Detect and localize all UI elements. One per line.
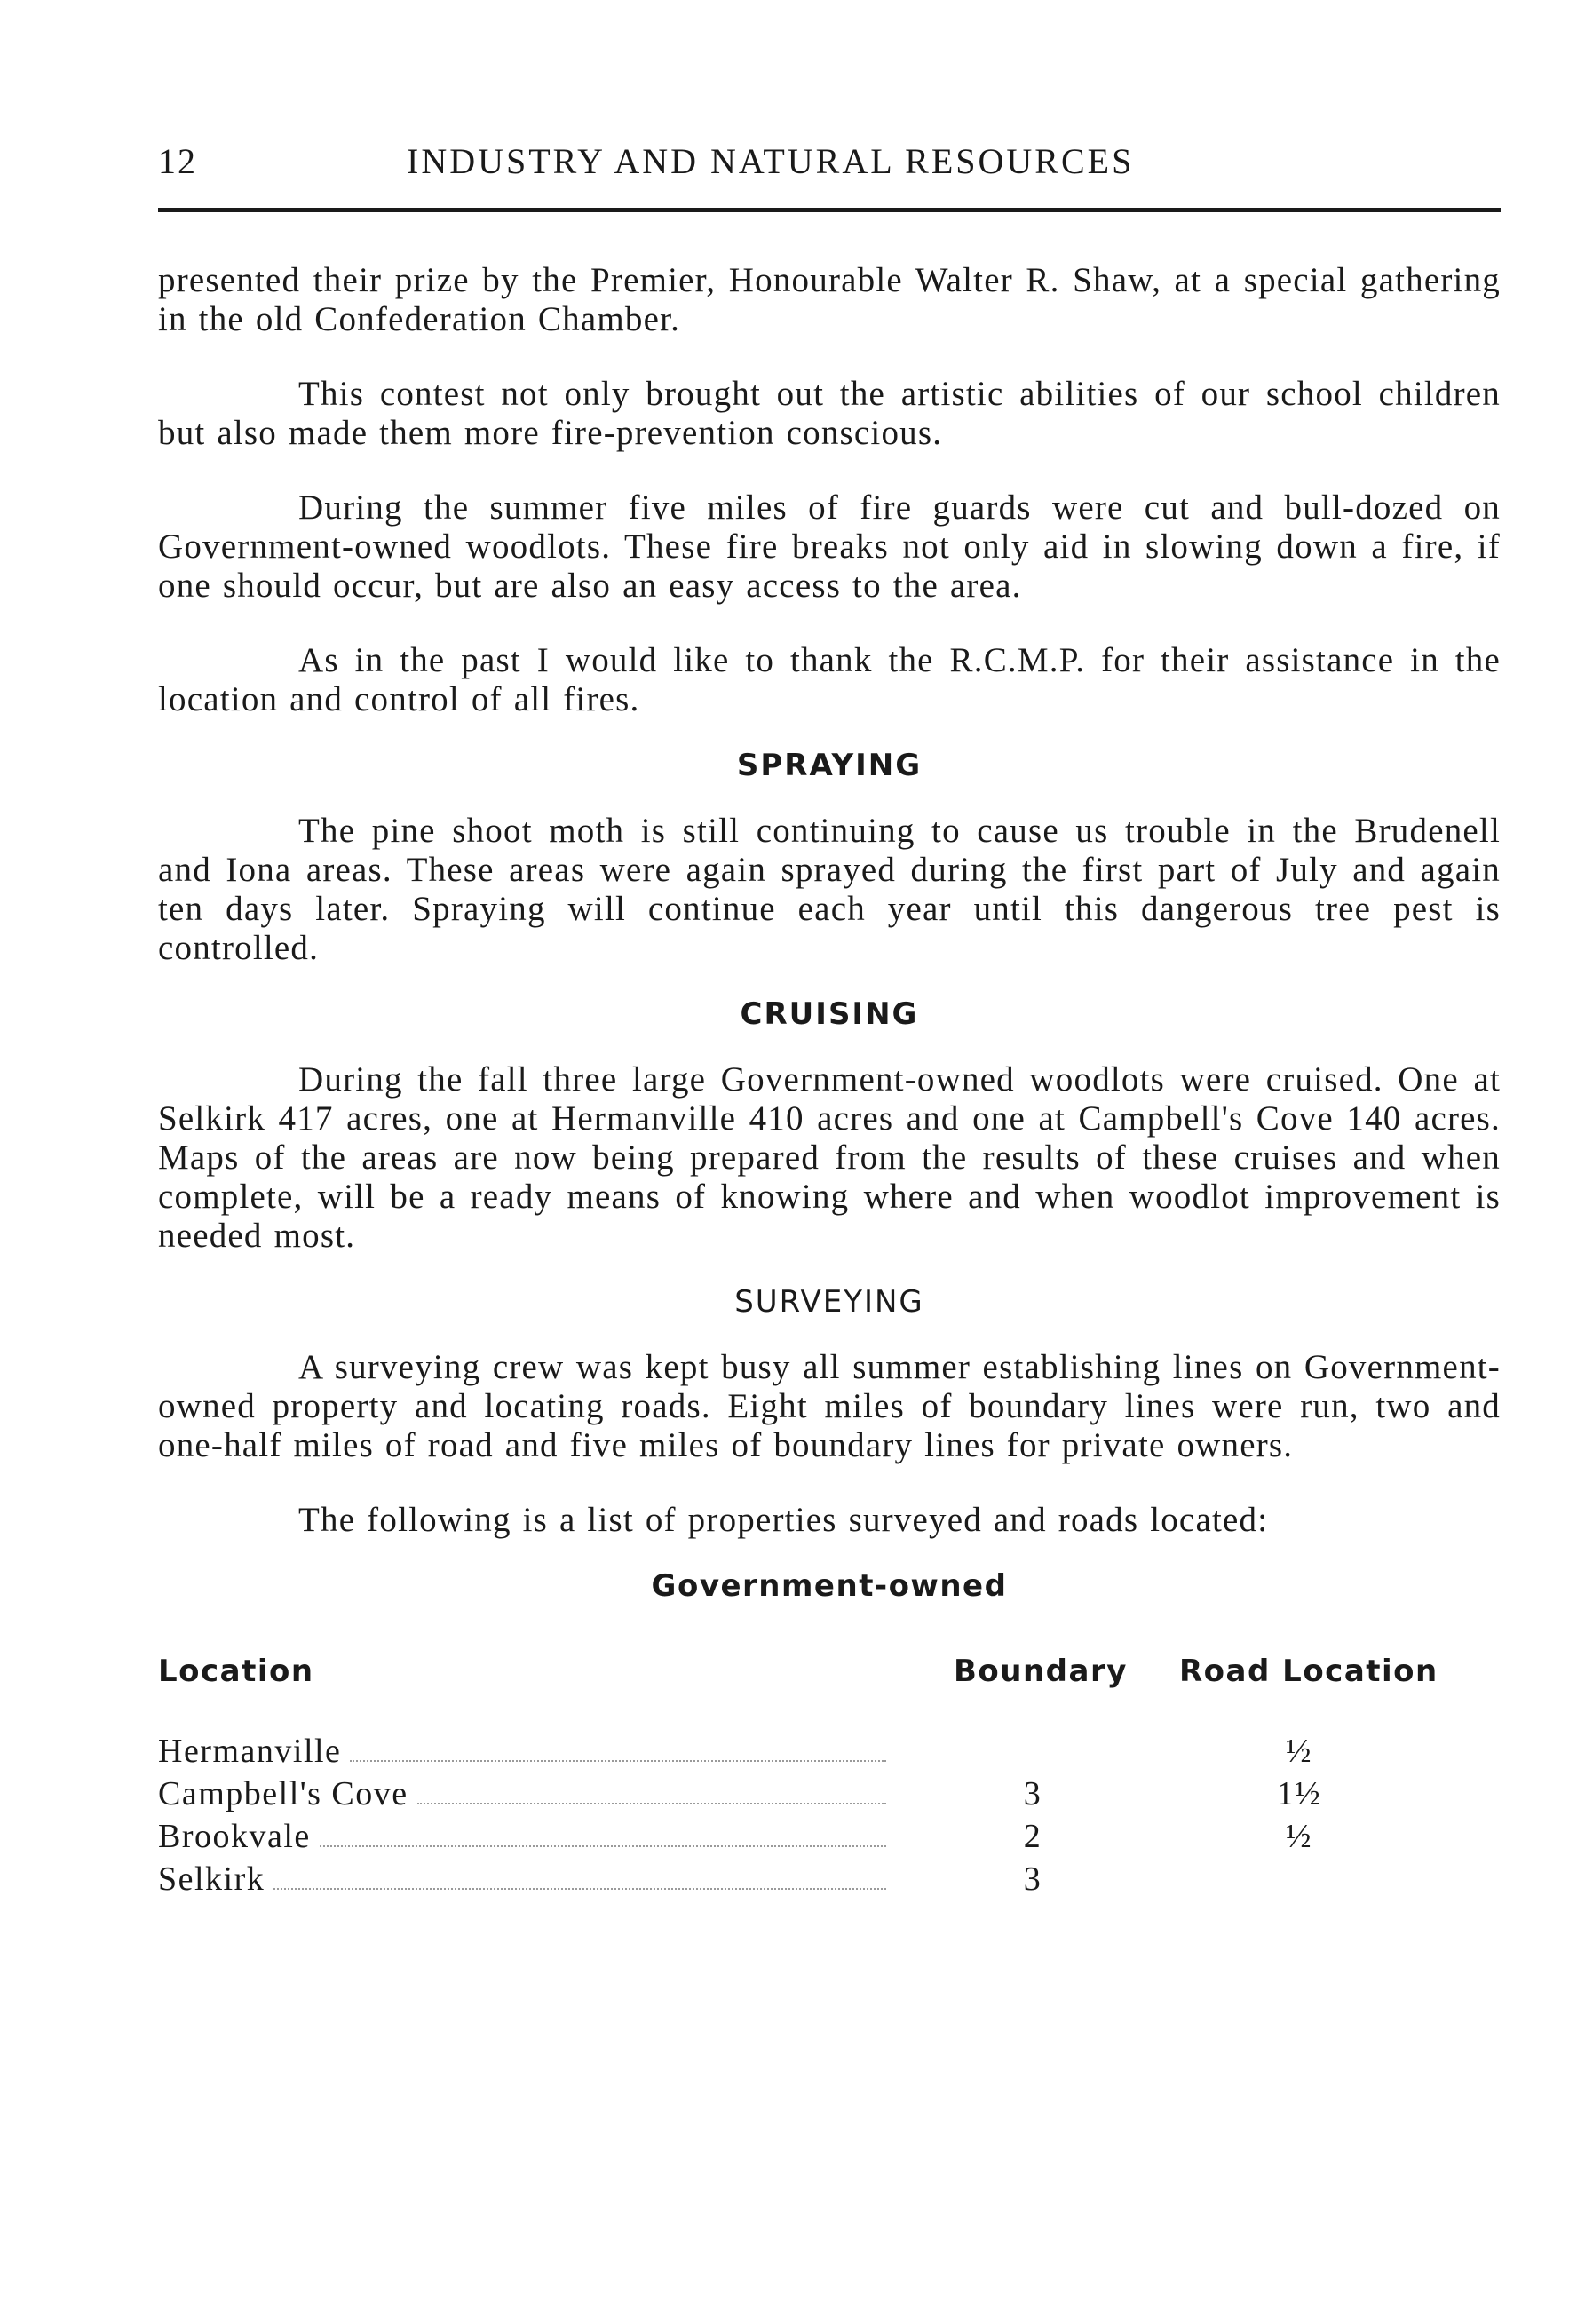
location-cell <box>158 1817 886 1856</box>
location-name: Selkirk <box>158 1860 265 1898</box>
location-name: Hermanville <box>158 1733 342 1770</box>
road-cell: ½ <box>1286 1818 1312 1855</box>
location-cell <box>158 1774 886 1813</box>
column-header-boundary: Boundary <box>954 1654 1128 1689</box>
boundary-cell: 3 <box>1023 1860 1042 1898</box>
page-number: 12 <box>158 141 197 181</box>
section-heading-surveying: SURVEYING <box>734 1284 924 1320</box>
boundary-cell: 3 <box>1023 1775 1042 1812</box>
paragraph-prize: presented their prize by the Premier, Honourable Walter R. Shaw, at a special gathering in the old Confederation Chamber. <box>158 261 1501 338</box>
location-name: Campbell's Cove <box>158 1775 408 1812</box>
table-body <box>158 1732 1501 1902</box>
paragraph-spraying: The pine shoot moth is still continuing to cause us trouble in the Brudenell and Iona areas. These areas were again sprayed during the first part of July and again ten days later. Spraying will continue each year until this dangerous tree pest is controlled. <box>158 812 1501 967</box>
paragraph-contest: This contest not only brought out the artistic abilities of our school children but also made them more fire-prevention conscious. <box>158 375 1501 452</box>
running-head <box>158 140 1501 194</box>
section-heading-spraying: SPRAYING <box>736 748 923 783</box>
column-header-road-location: Road Location <box>1179 1654 1438 1689</box>
road-cell: ½ <box>1286 1733 1312 1770</box>
location-name: Brookvale <box>158 1818 311 1855</box>
paragraph-thanks: As in the past I would like to thank the R.C.M.P. for their assistance in the location and control of all fires. <box>158 641 1501 718</box>
road-cell: 1½ <box>1276 1775 1322 1812</box>
boundary-cell: 2 <box>1023 1818 1042 1855</box>
location-cell <box>158 1860 886 1899</box>
paragraph-cruising: During the fall three large Government-owned woodlots were cruised. One at Selkirk 417 acres, one at Hermanville 410 acres and one at Campbell's Cove 140 acres. Maps of the areas are now being prepared from the results of these cruises and when complete, will be a ready means of knowing where and when woodlot improvement is needed most. <box>158 1060 1501 1255</box>
location-cell <box>158 1732 886 1771</box>
dot-leader <box>320 1845 886 1847</box>
table-row <box>158 1860 1501 1902</box>
column-header-location: Location <box>158 1654 314 1689</box>
paragraph-surveying: A surveying crew was kept busy all summer establishing lines on Government-owned property and locating roads. Eight miles of boundary lines were run, two and one-half miles of road and five miles of boundary lines for private owners. <box>158 1348 1501 1464</box>
table-row <box>158 1732 1501 1774</box>
table-row <box>158 1817 1501 1860</box>
paragraph-list-intro: The following is a list of properties surveyed and roads located: <box>298 1501 1269 1539</box>
section-heading-cruising: CRUISING <box>740 996 919 1032</box>
dot-leader <box>273 1888 886 1890</box>
dot-leader <box>417 1803 886 1804</box>
table-title: Government-owned <box>651 1568 1008 1604</box>
dot-leader <box>350 1760 886 1762</box>
running-title: INDUSTRY AND NATURAL RESOURCES <box>407 141 1135 181</box>
paragraph-fire-guards: During the summer five miles of fire guards were cut and bull-dozed on Government-owned woodlots. These fire breaks not only aid in slowing down a fire, if one should occur, but are also an easy access to the area. <box>158 488 1501 605</box>
page-body <box>158 261 1501 1902</box>
table-row <box>158 1774 1501 1817</box>
table-header-row <box>158 1654 1501 1698</box>
survey-table <box>158 1654 1501 1902</box>
header-rule <box>158 208 1501 212</box>
